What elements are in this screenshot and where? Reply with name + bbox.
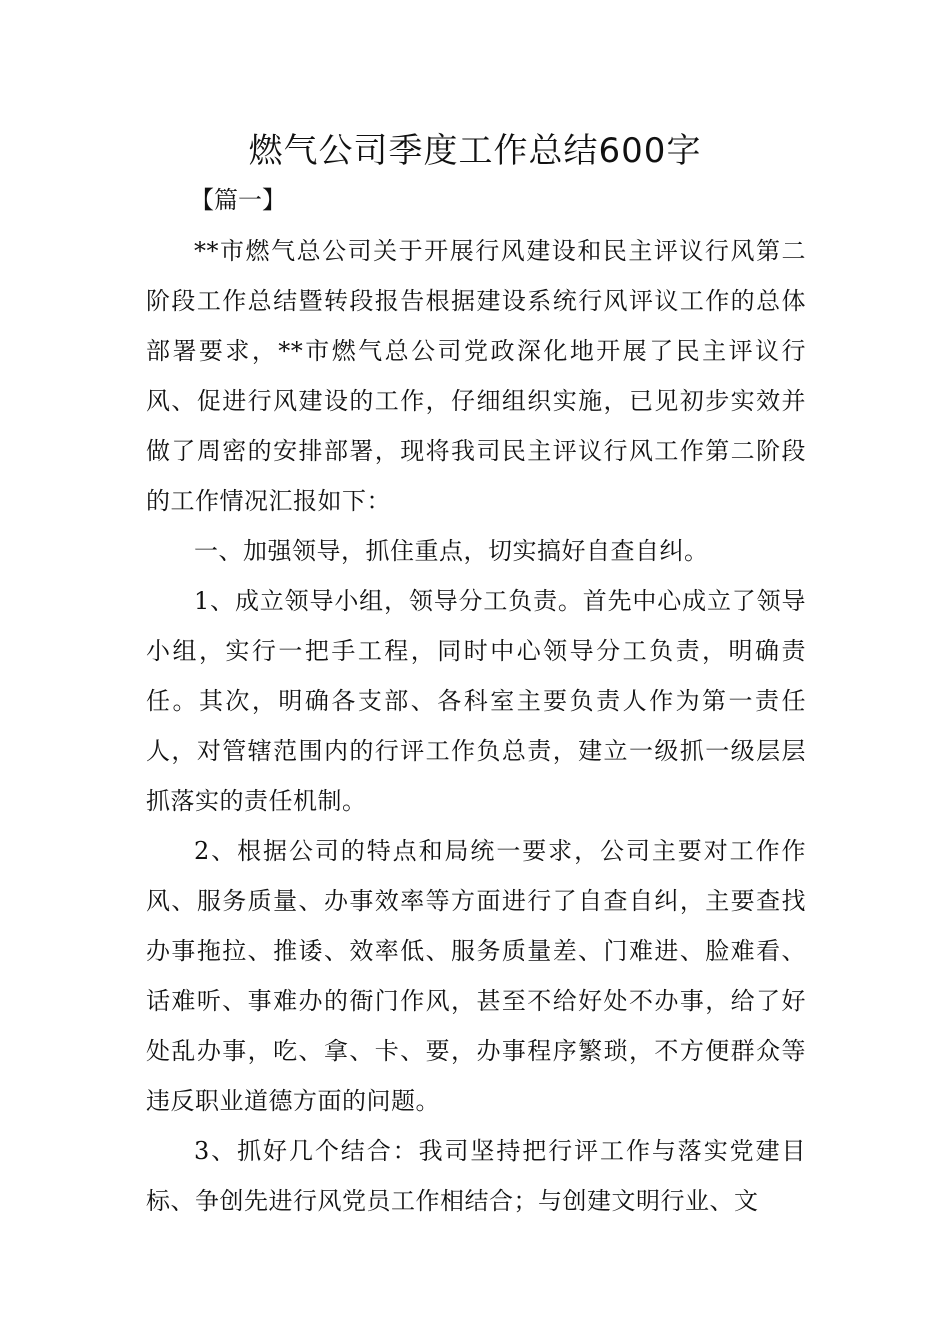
section-label: 【篇一】: [190, 186, 286, 214]
paragraph-item-1: 1、成立领导小组，领导分工负责。首先中心成立了领导小组，实行一把手工程，同时中心领导分工负责，明确责任。其次，明确各支部、各科室主要负责人作为第一责任人，对管辖范围内的行评工作负总责，建立一级抓一级层层抓落实的责任机制。: [146, 587, 806, 815]
paragraph-item-3: 3、抓好几个结合：我司坚持把行评工作与落实党建目标、争创先进行风党员工作相结合；与创建文明行业、文: [146, 1137, 806, 1215]
document-title: 燃气公司季度工作总结600字: [248, 131, 702, 171]
paragraph-intro: **市燃气总公司关于开展行风建设和民主评议行风第二阶段工作总结暨转段报告根据建设系统行风评议工作的总体部署要求，**市燃气总公司党政深化地开展了民主评议行风、促进行风建设的工作，仔细组织实施，已见初步实效并做了周密的安排部署，现将我司民主评议行风工作第二阶段的工作情况汇报如下：: [146, 237, 806, 515]
paragraph-item-2: 2、根据公司的特点和局统一要求，公司主要对工作作风、服务质量、办事效率等方面进行了自查自纠，主要查找办事拖拉、推诿、效率低、服务质量差、门难进、脸难看、话难听、事难办的衙门作风，甚至不给好处不办事，给了好处乱办事，吃、拿、卡、要，办事程序繁琐，不方便群众等违反职业道德方面的问题。: [146, 837, 806, 1115]
paragraph-heading-1: 一、加强领导，抓住重点，切实搞好自查自纠。: [194, 537, 709, 565]
document-body: [146, 226, 806, 1226]
